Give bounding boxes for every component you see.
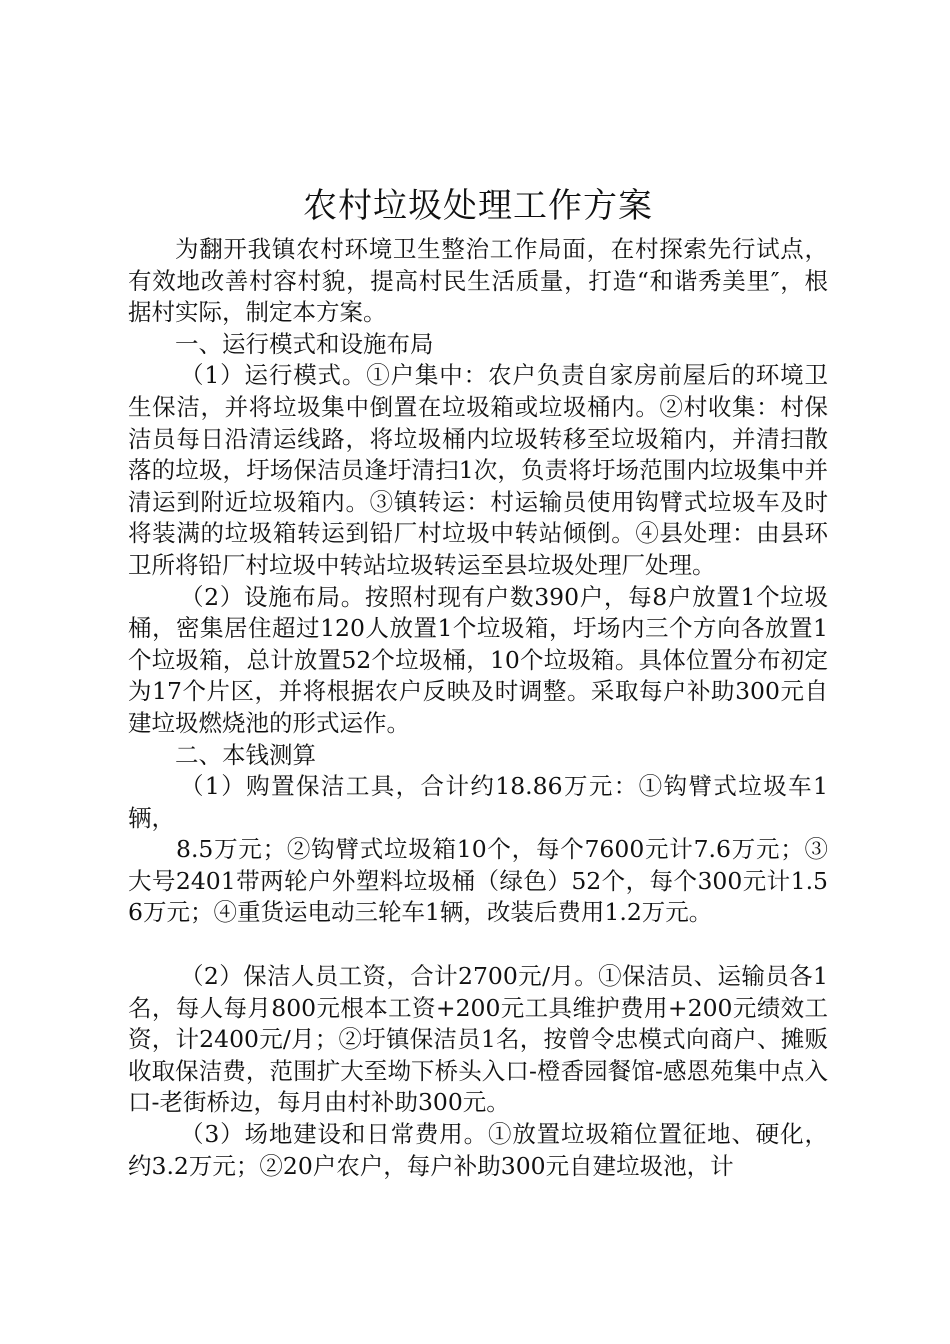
paragraph-gap: [128, 929, 828, 961]
section-2-heading: 二、本钱测算: [175, 740, 316, 769]
section-1-item-2: （2）设施布局。按照村现有户数390户，每8户放置1个垃圾桶，密集居住超过120人放置1个垃圾箱，圩场内三个方向各放置1个垃圾箱，总计放置52个垃圾桶，10个垃圾箱。具体位置分布初定为17个片区，并将根据农户反映及时调整。采取每户补助300元自建垃圾燃烧池的形式运作。: [128, 582, 828, 737]
intro-paragraph: 为翻开我镇农村环境卫生整治工作局面，在村探索先行试点，有效地改善村容村貌，提高村民生活质量，打造“和谐秀美里″，根据村实际，制定本方案。: [128, 235, 828, 327]
section-1-heading: 一、运行模式和设施布局: [175, 329, 434, 358]
section-2-item-3: （3）场地建设和日常费用。①放置垃圾箱位置征地、硬化，约3.2万元；②20户农户，每户补助300元自建垃圾池，计: [128, 1120, 828, 1180]
section-2-item-1-detail: 8.5万元；②钩臂式垃圾箱10个，每个7600元计7.6万元；③大号2401带两轮户外塑料垃圾桶（绿色）52个，每个300元计1.56万元；④重货运电动三轮车1辆，改装后费用1.2万元。: [128, 835, 828, 927]
document-page: [128, 182, 828, 1182]
document-title: 农村垃圾处理工作方案: [303, 186, 653, 226]
section-2-item-2: （2）保洁人员工资，合计2700元/月。①保洁员、运输员各1名，每人每月800元根本工资+200元工具维护费用+200元绩效工资，计2400元/月；②圩镇保洁员1名，按曾令忠模式向商户、摊贩收取保洁费，范围扩大至坳下桥头入口-橙香园餐馆-感恩苑集中点入口-老街桥边，每月由村补助300元。: [128, 962, 828, 1117]
section-1-item-1: （1）运行模式。①户集中：农户负责自家房前屋后的环境卫生保洁，并将垃圾集中倒置在垃圾箱或垃圾桶内。②村收集：村保洁员每日沿清运线路，将垃圾桶内垃圾转移至垃圾箱内，并清扫散落的垃圾，圩场保洁员逢圩清扫1次，负责将圩场范围内垃圾集中并清运到附近垃圾箱内。③镇转运：村运输员使用钩臂式垃圾车及时将装满的垃圾箱转运到铅厂村垃圾中转站倾倒。④县处理：由县环卫所将铅厂村垃圾中转站垃圾转运至县垃圾处理厂处理。: [128, 361, 828, 579]
section-2-item-1-line: （1）购置保洁工具，合计约18.86万元：①钩臂式垃圾车1辆，: [128, 772, 828, 832]
